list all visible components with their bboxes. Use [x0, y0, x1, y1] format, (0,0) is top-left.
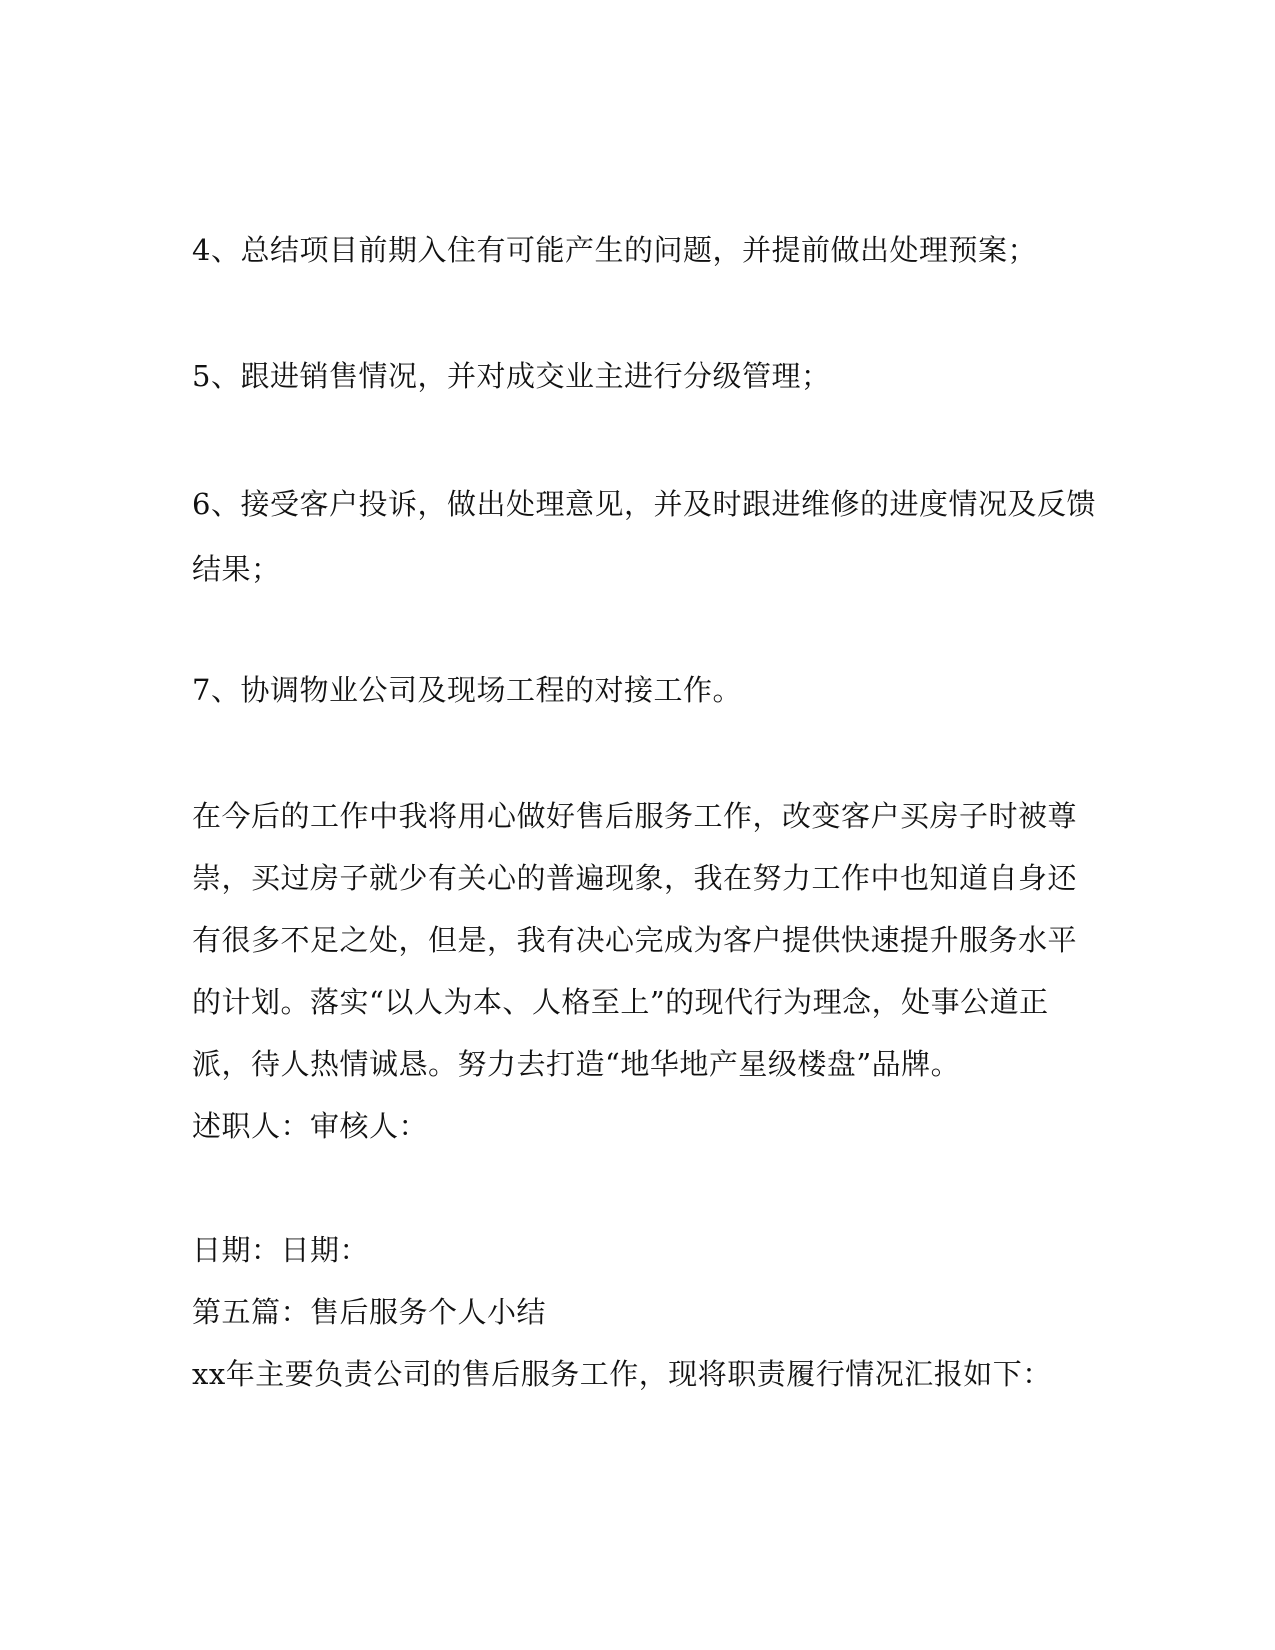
- list-item-5: 5、跟进销售情况，并对成交业主进行分级管理；: [192, 359, 831, 393]
- list-item-6-line-2: 结果；: [192, 552, 281, 586]
- list-item-6-line-1: 6、接受客户投诉，做出处理意见，并及时跟进维修的进度情况及反馈: [192, 487, 1096, 521]
- paragraph-line-1: 在今后的工作中我将用心做好售后服务工作，改变客户买房子时被尊: [192, 799, 1078, 833]
- list-item-4: 4、总结项目前期入住有可能产生的问题，并提前做出处理预案；: [192, 233, 1037, 267]
- list-item-7: 7、协调物业公司及现场工程的对接工作。: [192, 673, 742, 707]
- paragraph-line-4: 的计划。落实“以人为本、人格至上”的现代行为理念，处事公道正: [192, 985, 1049, 1019]
- signature-dates: 日期：日期：: [192, 1233, 370, 1267]
- paragraph-line-5: 派，待人热情诚恳。努力去打造“地华地产星级楼盘”品牌。: [192, 1047, 961, 1081]
- section-intro: xx年主要负责公司的售后服务工作，现将职责履行情况汇报如下：: [192, 1357, 1052, 1391]
- signature-persons: 述职人：审核人：: [192, 1109, 429, 1143]
- paragraph-line-3: 有很多不足之处，但是，我有决心完成为客户提供快速提升服务水平: [192, 923, 1078, 957]
- section-title: 第五篇：售后服务个人小结: [192, 1295, 547, 1329]
- paragraph-line-2: 崇，买过房子就少有关心的普遍现象，我在努力工作中也知道自身还: [192, 861, 1078, 895]
